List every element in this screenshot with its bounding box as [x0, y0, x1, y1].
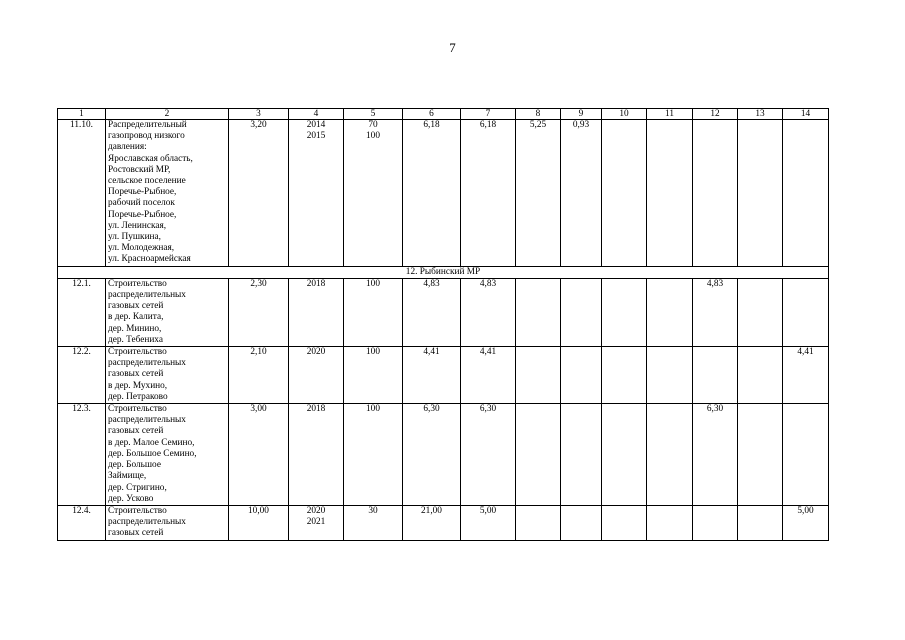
cell: 30	[344, 505, 403, 540]
page-number: 7	[449, 40, 456, 55]
cell: 70 100	[344, 120, 403, 267]
header-cell: 10	[602, 109, 647, 120]
cell: 5,25	[516, 120, 561, 267]
cell: 4,83	[403, 278, 461, 346]
cell: 6,30	[403, 404, 461, 506]
cell: 2020 2021	[289, 505, 344, 540]
cell: 6,30	[461, 404, 516, 506]
cell: 2018	[289, 404, 344, 506]
row-number: 11.10.	[58, 120, 106, 267]
cell	[783, 120, 829, 267]
object-name: Строительство распределительных газовых сетей	[106, 505, 229, 540]
cell	[602, 404, 647, 506]
cell: 21,00	[403, 505, 461, 540]
header-cell: 9	[561, 109, 602, 120]
cell	[738, 404, 783, 506]
cell	[738, 278, 783, 346]
header-cell: 3	[229, 109, 289, 120]
cell	[738, 120, 783, 267]
header-cell: 4	[289, 109, 344, 120]
table-row	[58, 505, 829, 540]
header-cell: 2	[106, 109, 229, 120]
cell	[783, 404, 829, 506]
cell	[516, 347, 561, 404]
cell: 4,41	[783, 347, 829, 404]
cell: 100	[344, 347, 403, 404]
cell: 6,18	[461, 120, 516, 267]
cell: 6,30	[693, 404, 738, 506]
table-row	[58, 347, 829, 404]
cell: 100	[344, 278, 403, 346]
object-name: Строительство распределительных газовых сетей в дер. Калита, дер. Минино, дер. Тебениха	[106, 278, 229, 346]
column-number-row	[58, 109, 829, 120]
cell: 6,18	[403, 120, 461, 267]
cell: 2,30	[229, 278, 289, 346]
table-row	[58, 120, 829, 267]
object-name: Строительство распределительных газовых сетей в дер. Мухино, дер. Петраково	[106, 347, 229, 404]
cell: 0,93	[561, 120, 602, 267]
cell	[783, 278, 829, 346]
row-number: 12.3.	[58, 404, 106, 506]
cell	[516, 505, 561, 540]
header-cell: 14	[783, 109, 829, 120]
cell: 2020	[289, 347, 344, 404]
header-cell: 6	[403, 109, 461, 120]
cell: 2018	[289, 278, 344, 346]
cell: 4,83	[693, 278, 738, 346]
cell	[602, 120, 647, 267]
cell: 2,10	[229, 347, 289, 404]
cell	[516, 404, 561, 506]
cell	[738, 505, 783, 540]
section-title: 12. Рыбинский МР	[58, 266, 829, 278]
header-cell: 7	[461, 109, 516, 120]
header-cell: 13	[738, 109, 783, 120]
cell: 5,00	[783, 505, 829, 540]
cell	[738, 347, 783, 404]
cell: 2014 2015	[289, 120, 344, 267]
row-number: 12.1.	[58, 278, 106, 346]
cell: 10,00	[229, 505, 289, 540]
object-name: Распределительный газопровод низкого давления: Ярославская область, Ростовский МР, сельское поселение Поречье-Рыбное, рабочий поселок Поречье-Рыбное, ул. Ленинская, ул. Пушкина, ул. Молодежная, ул. Красноармейская	[106, 120, 229, 267]
cell	[561, 278, 602, 346]
cell	[647, 278, 693, 346]
cell	[693, 120, 738, 267]
header-cell: 12	[693, 109, 738, 120]
gas-network-table	[57, 108, 829, 541]
cell	[602, 278, 647, 346]
table-row	[58, 278, 829, 346]
cell: 5,00	[461, 505, 516, 540]
cell: 4,41	[403, 347, 461, 404]
cell	[561, 347, 602, 404]
cell: 100	[344, 404, 403, 506]
cell	[647, 120, 693, 267]
object-name: Строительство распределительных газовых сетей в дер. Малое Семино, дер. Большое Семино, дер. Большое Займище, дер. Стригино, дер. Усково	[106, 404, 229, 506]
section-header-row	[58, 266, 829, 278]
cell	[602, 505, 647, 540]
cell: 3,20	[229, 120, 289, 267]
cell	[561, 505, 602, 540]
cell: 4,41	[461, 347, 516, 404]
table-row	[58, 404, 829, 506]
cell: 4,83	[461, 278, 516, 346]
header-cell: 5	[344, 109, 403, 120]
cell	[647, 404, 693, 506]
cell	[516, 278, 561, 346]
header-cell: 8	[516, 109, 561, 120]
cell: 3,00	[229, 404, 289, 506]
row-number: 12.4.	[58, 505, 106, 540]
cell	[647, 505, 693, 540]
cell	[693, 347, 738, 404]
row-number: 12.2.	[58, 347, 106, 404]
cell	[693, 505, 738, 540]
header-cell: 11	[647, 109, 693, 120]
cell	[647, 347, 693, 404]
cell	[561, 404, 602, 506]
header-cell: 1	[58, 109, 106, 120]
cell	[602, 347, 647, 404]
